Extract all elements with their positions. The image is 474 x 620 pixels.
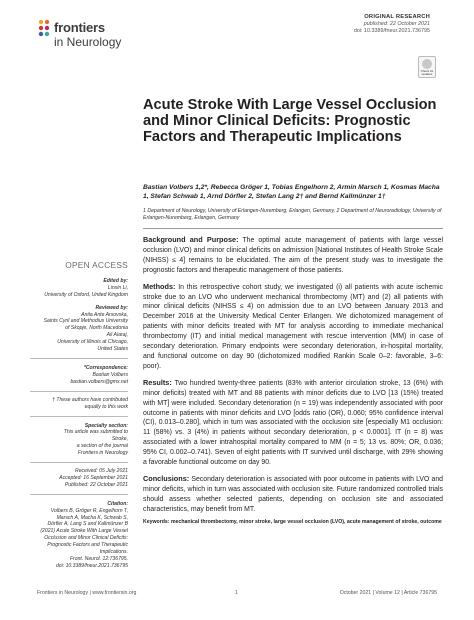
published-date-sidebar: Published: 22 October 2021 [64,481,128,488]
updates-label: Check for updates [420,69,434,77]
correspondent-email[interactable]: bastian.volbers@gmx.net [70,378,128,385]
article-meta [354,14,430,35]
reviewer-line: United States [97,346,128,353]
citation-line: Volbers B, Gröger R, Engelhorn T, [50,507,128,514]
abstract [143,235,443,532]
journal-subname: in Neurology [54,35,122,49]
sidebar-divider [30,462,128,463]
author-list: Bastian Volbers 1,2*, Rebecca Gröger 1, Tobias Engelhorn 2, Armin Marsch 1, Kosmas Macha 1, Stefan Schwab 1, Arnd Dörfler 2, Stefan Lang 2† and Bernd Kallmünzer 1† [143,184,440,200]
journal-name: frontiers [54,20,105,35]
specialty-line: This article was submitted to [63,429,128,436]
article-sidebar [30,262,128,570]
abstract-background [143,235,443,276]
conclusions-text: Secondary deterioration is associated with poor outcome in patients with LVO and minor deficits, which in turn was associated with occlusion site. Future randomized controlled trials should assess whether selected patients, depending on occlusion site and associated characteristics, may benefit from MT. [143,475,443,513]
specialty-line: a section of the journal [76,443,128,450]
frontiers-logo-icon [37,19,53,41]
citation-line: Marsch A, Macha K, Schwab S, [56,514,128,521]
received-date: Received: 05 July 2021 [75,468,128,475]
open-access-label: OPEN ACCESS [65,260,128,270]
methods-text: In this retrospective cohort study, we investigated (i) all patients with acute ischemic stroke due to an LVO who underwent mechanical thrombectomy (MT) and (2) all patients with minor clinical deficits (NIHSS ≤ 4) on admission due to an LVO between January 2013 and December 2016 at the University Medical Center Erlangen. We dichotomized management of patients with minor deficits treated with MT for analysis according to immediate mechanical thrombectomy (IT) and initial medical management with rescue intervention (MM) in case of secondary deterioration. Primary endpoints were secondary deterioration, in-hospital mortality, and functional outcome on day 90 (dichotomized modified Rankin Scale 0–2: favorable, 3–6: poor). [143,283,444,370]
updates-icon [422,59,432,69]
citation-line: Occlusion and Minor Clinical Deficits: [44,535,128,542]
abstract-methods [143,282,443,372]
journal-logo [37,16,147,52]
equal-contrib-note: † These authors have contributed [52,396,128,403]
specialty-label: Specialty section: [84,422,128,429]
editor-name: Linxin Li, [107,284,128,291]
divider [143,228,443,229]
equal-contrib-note: equally to this work [84,403,128,410]
conclusions-label: Conclusions: [143,473,190,483]
page-number: 1 [235,590,238,596]
sidebar-divider [30,358,128,359]
reviewer-line: Ali Alaraj, [106,332,128,339]
sidebar-divider [30,494,128,495]
citation-label: Citation: [107,500,128,507]
citation-line: doi: 10.3389/fneur.2021.736795 [55,562,128,569]
background-text: The optimal acute management of patients with large vessel occlusion (LVO) and minor clinical deficits on admission [National Institutes of Health Stroke Scale (NIHSS) ≤ 4] remains to be elucidated. The aim of the present study was to investigate the prognostic factors and therapeutic management of those patients. [143,237,443,274]
check-for-updates-button[interactable] [418,56,436,78]
article-type: ORIGINAL RESEARCH [364,14,430,20]
abstract-results [143,378,443,468]
results-label: Results: [143,377,172,387]
citation-line: Implications. [99,549,128,556]
specialty-line: Stroke, [111,436,128,443]
doi[interactable]: doi: 10.3389/fneur.2021.736795 [353,28,430,34]
article-title: Acute Stroke With Large Vessel Occlusion and Minor Clinical Deficits: Prognostic Factors and Therapeutic Implications [143,97,437,145]
citation-line: Prognostic Factors and Therapeutic [47,542,128,549]
reviewed-by-label: Reviewed by: [95,304,128,311]
keywords: Keywords: mechanical thrombectomy, minor stroke, large vessel occlusion (LVO), acute management of stroke, outcome [143,518,442,525]
reviewer-line: University of Illinois at Chicago, [57,339,128,346]
abstract-conclusions [143,474,443,515]
reviewer-line: Anita Ante Arsovska, [81,311,128,318]
footer-issue: October 2021 | Volume 12 | Article 736795 [339,590,437,596]
citation-line: (2021) Acute Stroke With Large Vessel [40,528,128,535]
correspondent-name: Bastian Volbers [92,371,128,378]
sidebar-divider [30,391,128,392]
background-label: Background and Purpose: [143,235,239,244]
methods-label: Methods: [143,281,176,291]
citation-line: Front. Neurol. 12:736795. [69,556,128,562]
results-text: Two hundred twenty-three patients (83% with anterior circulation stroke, 13 (6%) with minor deficits) treated with MT and 88 patients with minor deficits due to LVO [13 (15%) treated with MT] were included. Secondary deterioration (n = 19) was independently associated with poor outcome in patients with minor deficits and LVO [odds ratio (OR), 0.060; 95% confidence interval (CI), 0.013–0.280], which in turn was associated with the occlusion site [especially M1 occlusion: 11 (58%) vs. 3 (4%) in patients without secondary deterioration, p < 0.0001]. IT (n = 8) was associated with a lower intrahospital mortality compared to MM (n = 5; 13 vs. 80%; OR, 0.036; 95% CI, 0.002–0.741). Seven of eight patients with IT survived until discharge, with 29% showing a favorable functional outcome on day 90. [143,379,443,467]
edited-by-label: Edited by: [103,277,128,284]
reviewer-line: Saints Cyril and Methodius University [43,318,128,325]
editor-affil: University of Oxford, United Kingdom [44,291,128,298]
footer-journal[interactable]: Frontiers in Neurology | www.frontiersin.org [37,590,137,596]
affiliations: 1 Department of Neurology, University of Erlangen-Nuremberg, Erlangen, Germany, 2 Department of Neuroradiology, University of Erlangen-Nuremberg, Erlangen, Germany [143,208,442,222]
citation-line: Dörfler A, Lang S and Kallmünzer B [47,521,128,528]
sidebar-divider [30,416,128,417]
correspondence-label: *Correspondence: [83,364,128,371]
specialty-line: Frontiers in Neurology [77,450,128,457]
reviewer-line: of Skopje, North Macedonia [65,325,128,332]
accepted-date: Accepted: 16 September 2021 [59,474,128,481]
published-date: published: 22 October 2021 [363,21,430,27]
